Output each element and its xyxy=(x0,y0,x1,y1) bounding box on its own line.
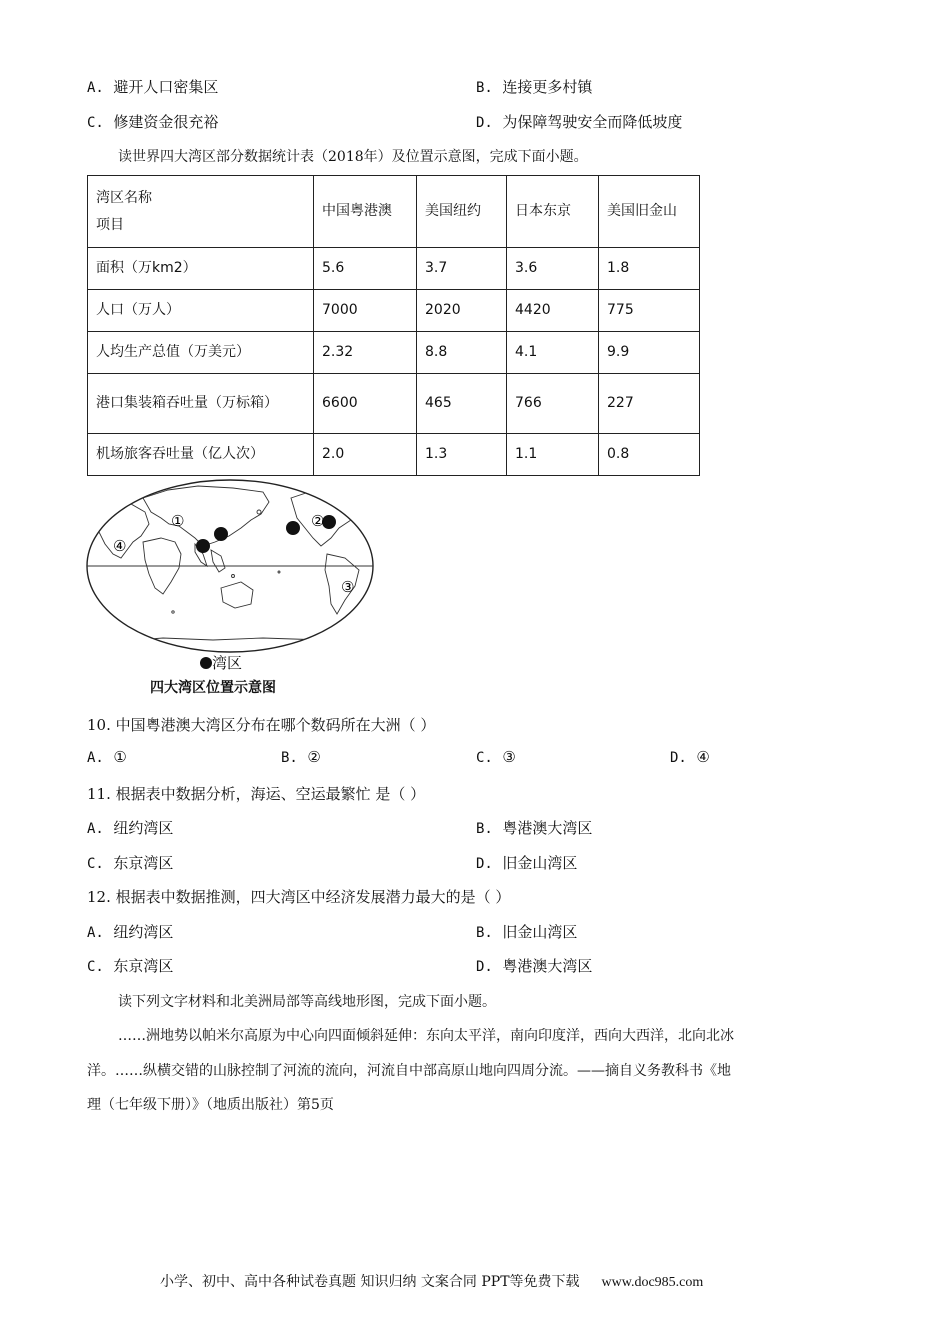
legend-dot-icon xyxy=(200,657,212,669)
q11-option-b xyxy=(476,817,592,838)
column-header: 美国旧金山 xyxy=(599,176,700,248)
q10-option-b xyxy=(281,748,321,766)
table-cell: 7000 xyxy=(314,290,417,332)
q10-stem: 10. 中国粤港澳大湾区分布在哪个数码所在大洲（ ） xyxy=(87,716,436,734)
world-map xyxy=(83,476,378,654)
table-cell: 1.8 xyxy=(599,248,700,290)
footer-text: 小学、初中、高中各种试卷真题 知识归纳 文案合同 PPT等免费下载 xyxy=(160,1274,580,1290)
header-item: 项目 xyxy=(96,216,124,233)
bay-marker-dot xyxy=(214,527,228,541)
intro-text-1: 读世界四大湾区部分数据统计表（2018年）及位置示意图，完成下面小题。 xyxy=(118,149,588,165)
passage-line-1: ……洲地势以帕米尔高原为中心向四面倾斜延伸：东向太平洋，南向印度洋，西向大西洋，北向北冰 xyxy=(118,1028,734,1044)
passage-line-3: 理（七年级下册）》（地质出版社）第5页 xyxy=(87,1097,334,1113)
legend-label: 湾区 xyxy=(212,654,243,672)
option-text: 粤港澳大湾区 xyxy=(502,819,593,837)
option-text: 旧金山湾区 xyxy=(502,854,578,872)
q11-option-a xyxy=(87,817,173,838)
table-cell: 5.6 xyxy=(314,248,417,290)
q9-option-b xyxy=(476,76,592,97)
map-legend xyxy=(200,652,242,673)
option-letter: C. xyxy=(87,959,104,975)
option-text: 避开人口密集区 xyxy=(113,78,219,96)
table-cell: 2020 xyxy=(417,290,507,332)
table-cell: 3.7 xyxy=(417,248,507,290)
table-cell: 0.8 xyxy=(599,434,700,476)
marker-4: ④ xyxy=(113,537,127,555)
q10-option-c xyxy=(476,748,516,766)
table-cell: 766 xyxy=(507,374,599,434)
table-corner-header xyxy=(88,176,314,248)
q11-stem: 11. 根据表中数据分析，海运、空运最繁忙 是（ ） xyxy=(87,785,426,803)
row-label: 机场旅客吞吐量（亿人次） xyxy=(88,434,314,476)
row-label: 面积（万km2） xyxy=(88,248,314,290)
map-caption: 四大湾区位置示意图 xyxy=(150,680,276,696)
footer-url[interactable]: www.doc985.com xyxy=(601,1275,704,1290)
option-letter: D. xyxy=(476,856,493,872)
table-cell: 2.0 xyxy=(314,434,417,476)
table-header-row xyxy=(88,176,700,248)
page-footer xyxy=(160,1271,703,1291)
marker-2: ② xyxy=(311,512,325,530)
table-row xyxy=(88,374,700,434)
q12-stem: 12. 根据表中数据推测，四大湾区中经济发展潜力最大的是（ ） xyxy=(87,888,511,906)
table-cell: 4420 xyxy=(507,290,599,332)
table-cell: 227 xyxy=(599,374,700,434)
world-map-svg xyxy=(83,476,378,654)
column-header: 中国粤港澳 xyxy=(314,176,417,248)
marker-1: ① xyxy=(171,512,185,530)
table-cell: 2.32 xyxy=(314,332,417,374)
option-text: ④ xyxy=(696,748,710,766)
table-row xyxy=(88,434,700,476)
q9-option-c xyxy=(87,111,218,132)
option-letter: B. xyxy=(281,750,298,766)
option-letter: B. xyxy=(476,821,493,837)
table-cell: 4.1 xyxy=(507,332,599,374)
bay-area-stats-table xyxy=(87,175,700,476)
row-label-text: 港口集装箱吞吐量（万标箱） xyxy=(96,395,278,411)
option-text: 修建资金很充裕 xyxy=(113,113,219,131)
option-text: 纽约湾区 xyxy=(113,819,174,837)
option-letter: A. xyxy=(87,80,104,96)
option-text: ③ xyxy=(502,748,516,766)
bay-marker-dot xyxy=(286,521,300,535)
row-label: 人口（万人） xyxy=(88,290,314,332)
option-letter: C. xyxy=(476,750,493,766)
option-text: ① xyxy=(113,748,127,766)
option-text: 粤港澳大湾区 xyxy=(502,957,593,975)
option-letter: A. xyxy=(87,925,104,941)
option-letter: D. xyxy=(476,959,493,975)
option-text: 旧金山湾区 xyxy=(502,923,578,941)
q9-option-a xyxy=(87,76,218,97)
option-letter: D. xyxy=(476,115,493,131)
option-text: 东京湾区 xyxy=(113,854,174,872)
table-cell: 6600 xyxy=(314,374,417,434)
option-text: ② xyxy=(307,748,321,766)
table-cell: 9.9 xyxy=(599,332,700,374)
passage-line-2: 洋。……纵横交错的山脉控制了河流的流向，河流自中部高原山地向四周分流。——摘自义务教科书《地 xyxy=(87,1063,731,1079)
table-cell: 465 xyxy=(417,374,507,434)
option-letter: B. xyxy=(476,80,493,96)
q11-option-c xyxy=(87,852,173,873)
option-letter: B. xyxy=(476,925,493,941)
intro-text-2: 读下列文字材料和北美洲局部等高线地形图，完成下面小题。 xyxy=(118,994,496,1010)
row-label xyxy=(88,374,314,434)
option-letter: C. xyxy=(87,115,104,131)
column-header: 美国纽约 xyxy=(417,176,507,248)
option-letter: C. xyxy=(87,856,104,872)
option-letter: D. xyxy=(670,750,687,766)
option-text: 连接更多村镇 xyxy=(502,78,593,96)
header-bay-name: 湾区名称 xyxy=(96,189,152,206)
table-cell: 1.3 xyxy=(417,434,507,476)
q12-option-c xyxy=(87,955,173,976)
table-row xyxy=(88,332,700,374)
option-text: 东京湾区 xyxy=(113,957,174,975)
q10-option-d xyxy=(670,748,710,766)
column-header: 日本东京 xyxy=(507,176,599,248)
row-label: 人均生产总值（万美元） xyxy=(88,332,314,374)
table-cell: 3.6 xyxy=(507,248,599,290)
table-cell: 1.1 xyxy=(507,434,599,476)
option-text: 纽约湾区 xyxy=(113,923,174,941)
q11-option-d xyxy=(476,852,577,873)
q9-option-d xyxy=(476,111,682,132)
marker-3: ③ xyxy=(341,578,355,596)
q12-option-a xyxy=(87,921,173,942)
bay-marker-dot xyxy=(196,539,210,553)
option-letter: A. xyxy=(87,821,104,837)
q12-option-d xyxy=(476,955,592,976)
option-letter: A. xyxy=(87,750,104,766)
q12-option-b xyxy=(476,921,577,942)
table-cell: 8.8 xyxy=(417,332,507,374)
option-text: 为保障驾驶安全而降低坡度 xyxy=(502,113,683,131)
q10-option-a xyxy=(87,748,127,766)
table-row xyxy=(88,290,700,332)
table-cell: 775 xyxy=(599,290,700,332)
table-row xyxy=(88,248,700,290)
